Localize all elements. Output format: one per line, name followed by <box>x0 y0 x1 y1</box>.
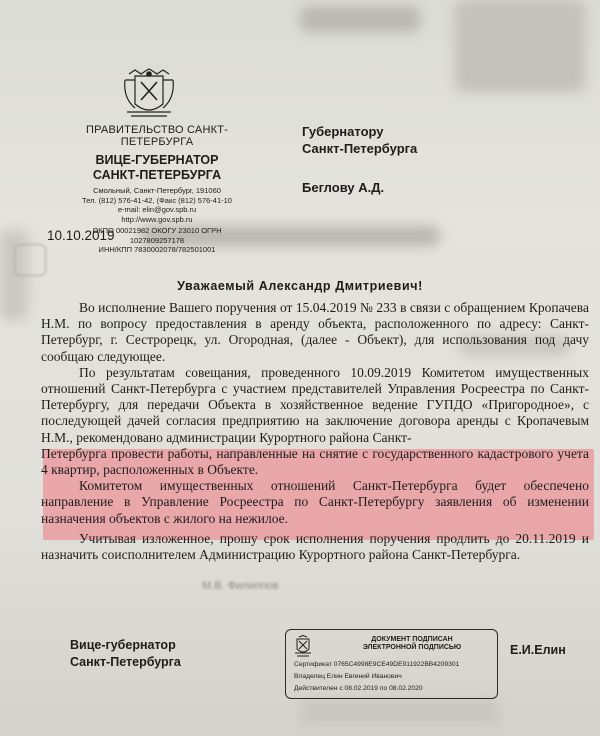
signatory-name: Е.И.Елин <box>510 643 566 657</box>
stamp-owner: Владелец Елин Евгений Иванович <box>294 673 402 680</box>
addressee-block <box>302 123 417 196</box>
addressee-line-2: Санкт-Петербурга <box>302 141 418 156</box>
stamp-certificate: Сертификат 0765C4998E9CE49DE911922BB4209301 <box>294 661 460 668</box>
government-title: ПРАВИТЕЛЬСТВО САНКТ-ПЕТЕРБУРГА <box>86 124 228 148</box>
sender-position-2: САНКТ-ПЕТЕРБУРГА <box>92 168 222 182</box>
stamp-title-1: ДОКУМЕНТ ПОДПИСАН <box>371 636 453 643</box>
coat-of-arms-icon <box>121 68 177 120</box>
addressee-line-1: Губернатору <box>302 124 384 139</box>
stamp-validity: Действителен с 08.02.2019 по 08.02.2020 <box>294 685 423 692</box>
redacted-top-right <box>300 6 420 32</box>
signatory-position <box>70 637 181 671</box>
letter-body <box>41 300 589 563</box>
paragraph-2a: По результатам совещания, проведенного 10.09.2019 Комитетом имущественных отношений Санкт-Петербурга с участием представителей Управления Росреестра по Санкт-Петербургу, для передачи Объекта в хозяйственное ведение ГУПДО «Пригородное», с последующей дачей согласия предприятию на заключение договора аренды с Кропачевым Н.М., рекомендовано администрации Курортного района Санкт- <box>41 364 589 445</box>
ghost-bleed-emblem <box>14 244 46 276</box>
electronic-signature-stamp <box>285 629 498 699</box>
greeting: Уважаемый Александр Дмитриевич! <box>177 279 423 293</box>
paragraph-2b: Петербурга провести работы, направленные на снятие с государственного кадастрового учета 4 квартир, расположенных в Объекте. <box>41 445 589 478</box>
sender-email: e-mail: elin@gov.spb.ru <box>117 205 197 214</box>
addressee-name: Беглову А.Д. <box>302 180 385 195</box>
paragraph-4: Учитывая изложенное, прошу срок исполнения поручения продлить до 20.11.2019 и назначить соисполнителем Администрацию Курортного района Санкт-Петербурга. <box>41 530 589 563</box>
sender-website: http://www.gov.spb.ru <box>121 214 193 224</box>
sender-codes-2: ИНН/КПП 7830002078/782501001 <box>98 245 216 254</box>
sender-address-2: Тел. (812) 576-41-42, (Факс (812) 576-41-10 <box>82 195 232 205</box>
paragraph-3: Комитетом имущественных отношений Санкт-Петербурга будет обеспечено направление в Управление Росреестра по Санкт-Петербургу заявления об изменении назначения объектов с жилого на нежилое. <box>41 478 589 526</box>
redacted-corner <box>455 0 585 92</box>
signatory-position-2: Санкт-Петербурга <box>70 655 181 669</box>
redacted-under-signature <box>300 700 500 724</box>
sender-address-1: Смольный, Санкт-Петербург, 191060 <box>93 186 221 195</box>
signatory-position-1: Вице-губернатор <box>70 638 176 652</box>
ghost-bleed-name: М.В. Филиппов <box>202 580 279 592</box>
stamp-emblem-icon <box>292 635 314 657</box>
sender-position-1: ВИЦЕ-ГУБЕРНАТОР <box>95 153 219 167</box>
letter-date: 10.10.2019 <box>47 228 115 243</box>
sender-codes-1: ОКПО 00021982 ОКОГУ 23010 ОГРН 1027809257178 <box>92 226 222 245</box>
stamp-title <box>328 636 496 652</box>
paragraph-1: Во исполнение Вашего поручения от 15.04.2019 № 233 в связи с обращением Кропачева Н.М. по вопросу предоставления в аренду объекта, расположенного по адресу: Санкт-Петербург, г. Сестрорецк, ул. Огородная, (далее - Объект), для использования под дачу сообщаю следующее. <box>41 300 589 364</box>
stamp-title-2: ЭЛЕКТРОННОЙ ПОДПИСЬЮ <box>362 644 462 651</box>
